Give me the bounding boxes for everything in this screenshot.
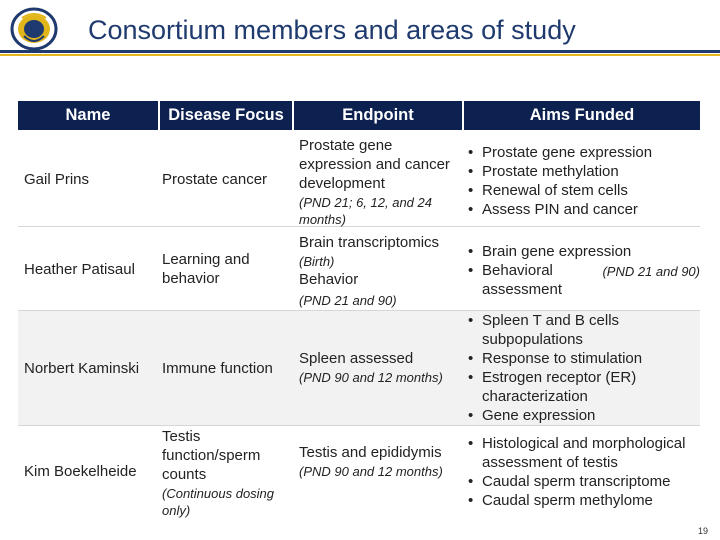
header-aims-funded: Aims Funded [464,101,700,130]
endpoint-note: (PND 21 and 90) [299,293,397,308]
title-rule-navy [0,50,720,53]
table-row-name [24,311,158,425]
disease-note: (Continuous dosing only) [162,486,275,518]
endpoint-text: Prostate gene expression and cancer development [299,137,450,192]
endpoint-note: (PND 21; 6, 12, and 24 months) [299,195,432,227]
endpoint-note: (PND 90 and 12 months) [299,464,443,479]
page-number: 19 [697,526,708,536]
aim-item: • Caudal sperm methylome [466,491,700,510]
aim-item: • Prostate gene expression [466,143,700,162]
table-row-endpoint [299,136,459,228]
aim-item: • Gene expression [466,406,666,425]
disease-focus: Learning and behavior [162,251,250,287]
aim-item: • Renewal of stem cells [466,181,700,200]
table-row-aims [466,143,700,219]
table-row-endpoint [299,349,459,386]
endpoint-text: Testis and epididymis [299,444,442,461]
endpoint-note: (PND 90 and 12 months) [299,370,443,385]
header-name: Name [18,101,158,130]
endpoint-text: Behavior [299,271,359,288]
aim-item: • Response to stimulation [466,349,666,368]
aim-item: • Histological and morphological assessment of testis [466,434,700,472]
aim-item: • Brain gene expression [466,242,636,261]
endpoint-note: (Birth) [299,254,335,269]
member-name: Heather Patisaul [24,260,135,278]
table-row-disease [162,228,292,310]
aims-note: (PND 21 and 90) [602,264,700,279]
aim-item: • Spleen T and B cells subpopulations [466,311,666,349]
header-disease-focus: Disease Focus [160,101,292,130]
header-endpoint: Endpoint [294,101,462,130]
member-name: Kim Boekelheide [24,462,137,480]
consortium-logo [8,6,60,52]
aim-item: • Behavioral assessment [466,261,636,299]
disease-focus: Testis function/sperm counts [162,428,261,483]
table-row-disease [162,427,292,519]
title-rule-gold [0,54,720,56]
endpoint-text: Spleen assessed [299,350,414,367]
disease-focus: Immune function [162,359,273,377]
endpoint-text: Brain transcriptomics [299,234,440,251]
table-row-endpoint [299,443,461,480]
table-row-aims [466,434,700,510]
aim-item: • Caudal sperm transcriptome [466,472,700,491]
table-row-endpoint [299,233,459,309]
table-row-aims [466,311,666,425]
table-row-disease [162,132,292,226]
table-row-disease [162,311,292,425]
table-row-name [24,132,158,226]
member-name: Norbert Kaminski [24,359,140,377]
aim-item: • Prostate methylation [466,162,700,181]
aim-item: • Estrogen receptor (ER) characterization [466,368,666,406]
member-name: Gail Prins [24,170,90,188]
aim-item: • Assess PIN and cancer [466,200,700,219]
table-row-name [24,228,158,310]
page-title: Consortium members and areas of study [88,15,576,45]
disease-focus: Prostate cancer [162,170,268,188]
table-row-name [24,426,158,516]
